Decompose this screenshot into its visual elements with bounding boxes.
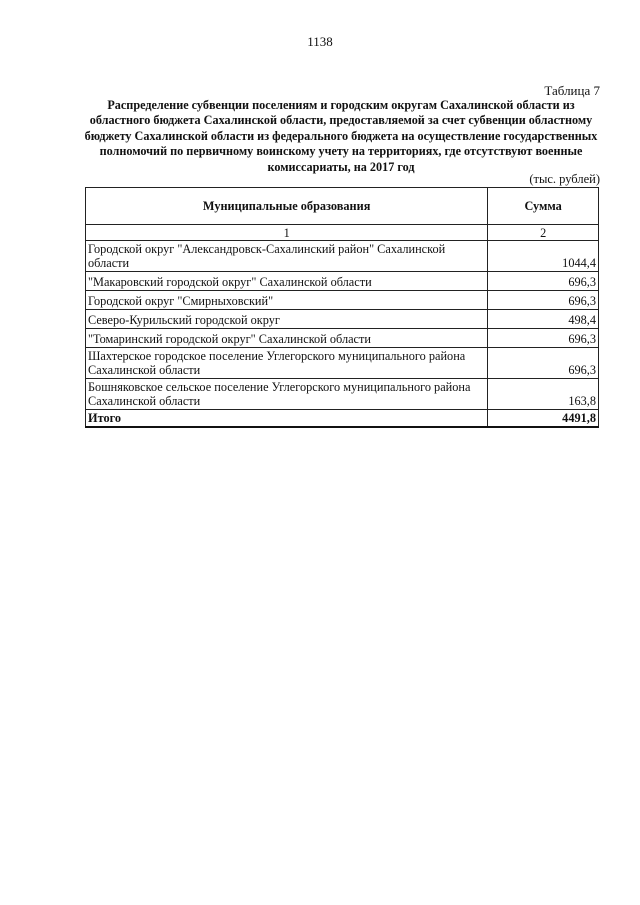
units-label: (тыс. рублей) [529,172,600,186]
row-name: "Макаровский городской округ" Сахалинской области [86,272,488,291]
page-number: 1138 [307,34,333,49]
column-number-1: 1 [86,225,488,241]
subvention-table [85,187,599,428]
row-sum: 696,3 [488,291,599,310]
document-title: Распределение субвенции поселениям и городским округам Сахалинской области из областного бюджета Сахалинской области, предоставляемой за счет субвенции областному бюджету Сахалинской области из федерального бюджета на осуществление государственных полномочий по первичному воинскому учету на территориях, где отсутствуют военные комиссариаты, на 2017 год [84,98,598,174]
total-row [86,410,599,428]
table-row [86,310,599,329]
table-row [86,291,599,310]
table-row [86,329,599,348]
row-sum: 696,3 [488,348,599,379]
total-sum: 4491,8 [488,410,599,428]
header-sum: Сумма [488,188,599,225]
table-label: Таблица 7 [544,83,600,98]
table-row [86,348,599,379]
row-sum: 696,3 [488,329,599,348]
table-header-row [86,188,599,225]
table-row [86,241,599,272]
total-label: Итого [86,410,488,428]
table-row [86,272,599,291]
row-name: Северо-Курильский городской округ [86,310,488,329]
row-name: Городской округ "Александровск-Сахалинский район" Сахалинской области [86,241,488,272]
row-sum: 163,8 [488,379,599,410]
row-name: Шахтерское городское поселение Углегорского муниципального района Сахалинской области [86,348,488,379]
header-municipalities: Муниципальные образования [86,188,488,225]
row-sum: 1044,4 [488,241,599,272]
table-row [86,379,599,410]
row-name: "Томаринский городской округ" Сахалинской области [86,329,488,348]
column-number-row [86,225,599,241]
row-name: Городской округ "Смирныховский" [86,291,488,310]
row-sum: 696,3 [488,272,599,291]
column-number-2: 2 [488,225,599,241]
row-name: Бошняковское сельское поселение Углегорского муниципального района Сахалинской области [86,379,488,410]
row-sum: 498,4 [488,310,599,329]
